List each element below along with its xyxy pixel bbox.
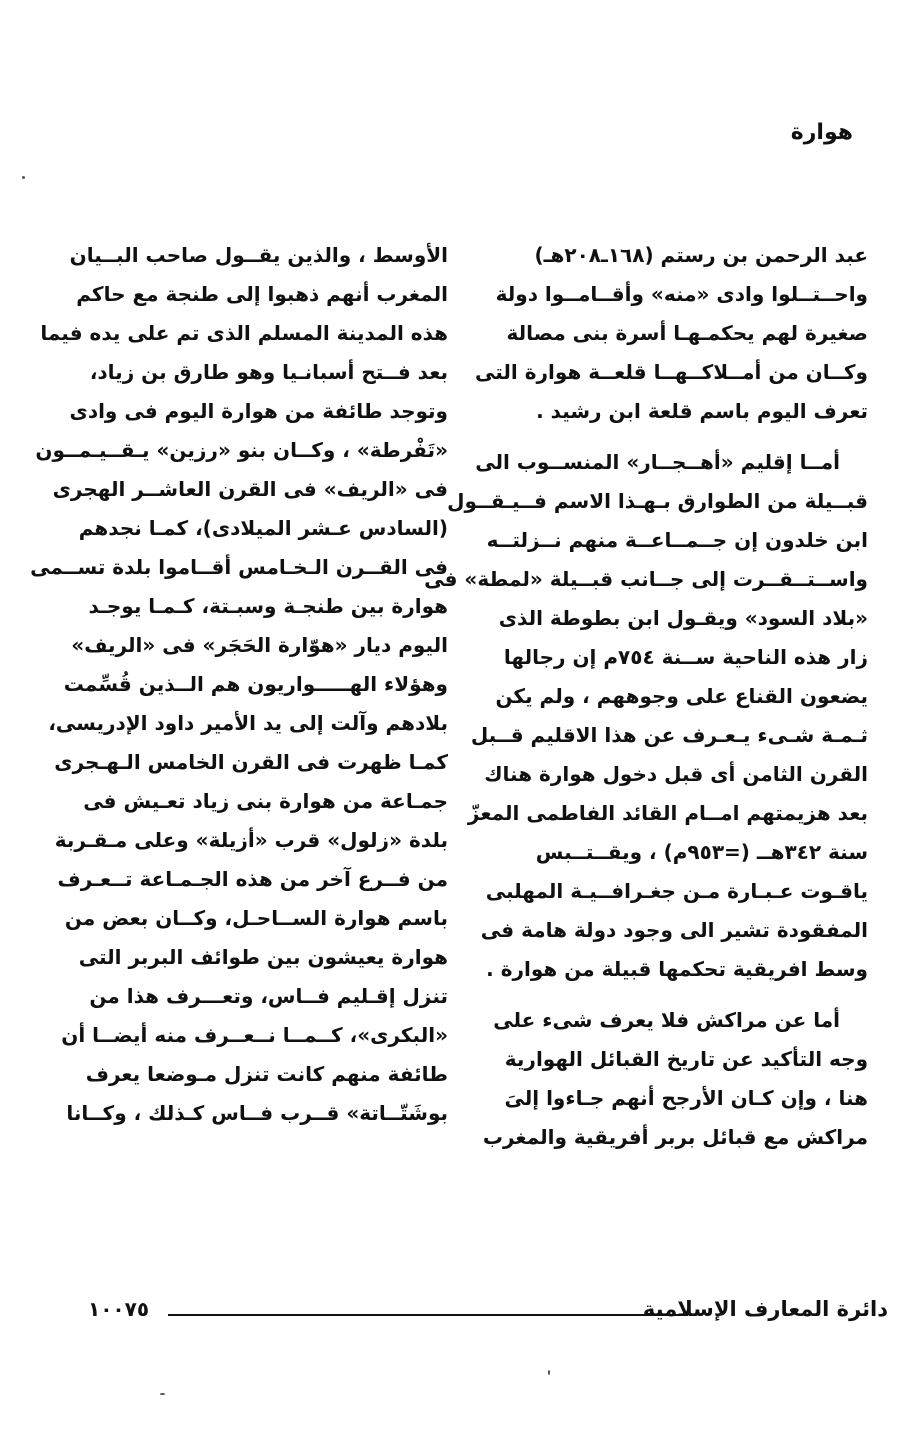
text-line: «تَفْرطة» ، وكــان بنو «رزين» يـقــيـمــون <box>35 438 448 462</box>
text-line: الأوسط ، والذين يقــول صاحب البــيان <box>69 243 448 267</box>
text-line: هوارة يعيشون بين طوائف البربر التى <box>78 945 448 969</box>
text-line: بلادهم وآلت إلى يد الأمير داود الإدريسى، <box>48 711 448 735</box>
text-line: جمـاعة من هوارة بنى زياد تعـيش فى <box>83 789 448 813</box>
text-line: ثـمـة شـىء يـعـرف عن هذا الاقليم قــبل <box>470 723 868 747</box>
paragraph-gap <box>496 989 868 1001</box>
text-line: عبد الرحمن بن رستم (١٦٨ـ٢٠٨هـ) <box>534 243 868 267</box>
text-line: وسط افريقية تحكمها قبيلة من هوارة . <box>486 957 868 981</box>
text-line: (السادس عـشر الميلادى)، كمـا نجدهم <box>78 516 448 540</box>
text-line: هنا ، وإن كـان الأرجح أنهم جـاءوا إلىَ <box>504 1086 868 1110</box>
text-line: من فــرع آخر من هذه الجـمـاعة تــعـرف <box>57 867 448 891</box>
text-line: بوشَتّــاتة» قــرب فــاس كـذلك ، وكــانا <box>66 1101 448 1125</box>
running-head: هوارة <box>790 120 853 145</box>
paragraph <box>475 236 868 431</box>
text-line: فى القــرن الـخـامس أقــاموا بلدة تســمى <box>30 555 448 579</box>
text-line: كمـا ظهرت فى القرن الخامس الـهـجرى <box>54 750 448 774</box>
text-line: بلدة «زلول» قرب «أزيلة» وعلى مـقـربة <box>54 828 448 852</box>
text-line: المفقودة تشير الى وجود دولة هامة فى <box>480 918 868 942</box>
paragraph <box>424 443 868 989</box>
scan-speck <box>22 176 25 179</box>
text-line: يضعون القناع على وجوههم ، ولم يكن <box>495 684 868 708</box>
text-line: المغرب أنهم ذهبوا إلى طنجة مع حاكم <box>76 282 448 306</box>
text-line: قبــيلة من الطوارق بـهـذا الاسم فــيـقــول <box>447 489 868 513</box>
footer-title: دائرة المعارف الإسلامية <box>642 1297 888 1321</box>
scan-speck <box>160 1393 165 1395</box>
text-line: طائفة منهم كانت تنزل مـوضعا يعرف <box>85 1062 448 1086</box>
text-line: أما عن مراكش فلا يعرف شىء على <box>493 1008 840 1032</box>
text-line: وجه التأكيد عن تاريخ القبائل الهوارية <box>504 1047 868 1071</box>
text-line: زار هذه الناحية ســنة ٧٥٤م إن رجالها <box>503 645 868 669</box>
page-number: ١٠٠٧٥ <box>88 1297 150 1321</box>
text-line: تنزل إقـليم فــاس، وتعـــرف هذا من <box>89 984 448 1008</box>
text-line: «بلاد السود» ويقـول ابن بطوطة الذى <box>498 606 868 630</box>
text-line: ابن خلدون إن جــمــاعــة منهم نــزلتــه <box>486 528 868 552</box>
paragraph-gap <box>496 431 868 443</box>
text-line: أمــا إقليم «أهــجــار» المنســوب الى <box>475 450 840 474</box>
page-footer <box>88 1297 888 1327</box>
paragraph <box>30 236 448 1133</box>
text-line: ياقـوت عـبـارة مـن جغـرافــيـة المهلبى <box>485 879 868 903</box>
text-line: تعرف اليوم باسم قلعة ابن رشيد . <box>536 399 868 423</box>
left-column <box>30 236 448 1133</box>
text-line: وتوجد طائفة من هوارة اليوم فى وادى <box>69 399 448 423</box>
text-line: فى «الريف» فى القرن العاشــر الهجرى <box>52 477 448 501</box>
text-line: واســتــقــرت إلى جــانب قبــيلة «لمطة» فى <box>424 567 868 591</box>
text-line: باسم هوارة الســاحـل، وكــان بعض من <box>64 906 448 930</box>
text-line: بعد هزيمتهم امــام القائد الفاطمى المعزّ <box>467 801 868 825</box>
text-line: «البكرى»، كــمــا نــعــرف منه أيضــا أن <box>61 1023 448 1047</box>
text-line: هوارة بين طنجـة وسبـتة، كـمـا يوجـد <box>88 594 448 618</box>
scan-speck <box>548 1370 550 1375</box>
text-line: واحــتــلوا وادى «منه» وأقــامــوا دولة <box>495 282 868 306</box>
text-line: وهؤلاء الهـــــواريون هم الــذين قُسِّمت <box>63 672 448 696</box>
text-line: وكــان من أمــلاكــهــا قلعــة هوارة التى <box>475 360 868 384</box>
text-line: القرن الثامن أى قبل دخول هوارة هناك <box>484 762 868 786</box>
text-line: بعد فــتح أسبانـيا وهو طارق بن زياد، <box>89 360 448 384</box>
text-line: مراكش مع قبائل بربر أفريقية والمغرب <box>482 1125 868 1149</box>
footer-rule <box>168 1314 688 1316</box>
text-line: اليوم ديار «هوّارة الحَجَر» فى «الريف» <box>71 633 448 657</box>
text-line: هذه المدينة المسلم الذى تم على يده فيما <box>40 321 448 345</box>
text-line: سنة ٣٤٢هــ (=٩٥٣م) ، ويقــتــبس <box>535 840 868 864</box>
text-line: صغيرة لهم يحكمـهـا أسرة بنى مصالة <box>506 321 868 345</box>
paragraph <box>482 1001 868 1157</box>
right-column <box>424 236 868 1157</box>
